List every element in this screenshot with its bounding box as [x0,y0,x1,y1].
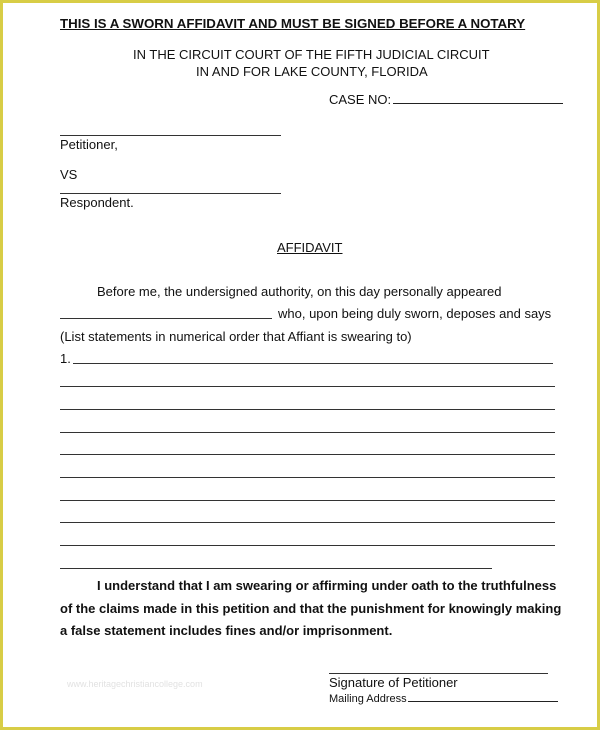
document-title: AFFIDAVIT [277,240,343,255]
petitioner-label: Petitioner, [60,137,118,152]
oath-line-1: I understand that I am swearing or affirming under oath to the truthfulness [97,578,557,593]
case-number-label: CASE NO: [329,92,392,107]
watermark: www.heritagechristiancollege.com [67,679,203,689]
signature-label: Signature of Petitioner [329,675,458,690]
notary-notice: THIS IS A SWORN AFFIDAVIT AND MUST BE SIGNED BEFORE A NOTARY [60,16,526,31]
respondent-name-blank[interactable] [60,193,281,194]
statement-line[interactable] [60,545,555,546]
signature-blank[interactable] [329,673,548,674]
statement-line[interactable] [60,500,555,501]
versus-label: VS [60,167,78,182]
mailing-address-blank[interactable] [408,692,558,702]
petitioner-name-blank[interactable] [60,135,281,136]
court-name: IN THE CIRCUIT COURT OF THE FIFTH JUDICIAL CIRCUIT [133,47,490,62]
statement-line[interactable] [60,522,555,523]
statement-line[interactable] [73,363,553,364]
statement-line[interactable] [60,432,555,433]
statement-line[interactable] [60,477,555,478]
statement-number: 1. [60,351,71,366]
oath-line-2: of the claims made in this petition and that the punishment for knowingly making [60,601,562,616]
sworn-line: who, upon being duly sworn, deposes and says [278,306,552,321]
instruction-text: (List statements in numerical order that Affiant is swearing to) [60,329,412,344]
respondent-label: Respondent. [60,195,134,210]
statement-line[interactable] [60,454,555,455]
statement-line[interactable] [60,568,492,569]
court-county: IN AND FOR LAKE COUNTY, FLORIDA [196,64,428,79]
intro-line: Before me, the undersigned authority, on this day personally appeared [97,284,502,299]
mailing-address-label: Mailing Address [329,693,407,705]
affiant-name-blank[interactable] [60,318,272,319]
statement-line[interactable] [60,386,555,387]
oath-line-3: a false statement includes fines and/or imprisonment. [60,623,393,638]
case-number-field[interactable] [329,92,563,107]
mailing-address-field[interactable] [329,692,558,705]
statement-line[interactable] [60,409,555,410]
case-number-blank[interactable] [393,92,563,104]
